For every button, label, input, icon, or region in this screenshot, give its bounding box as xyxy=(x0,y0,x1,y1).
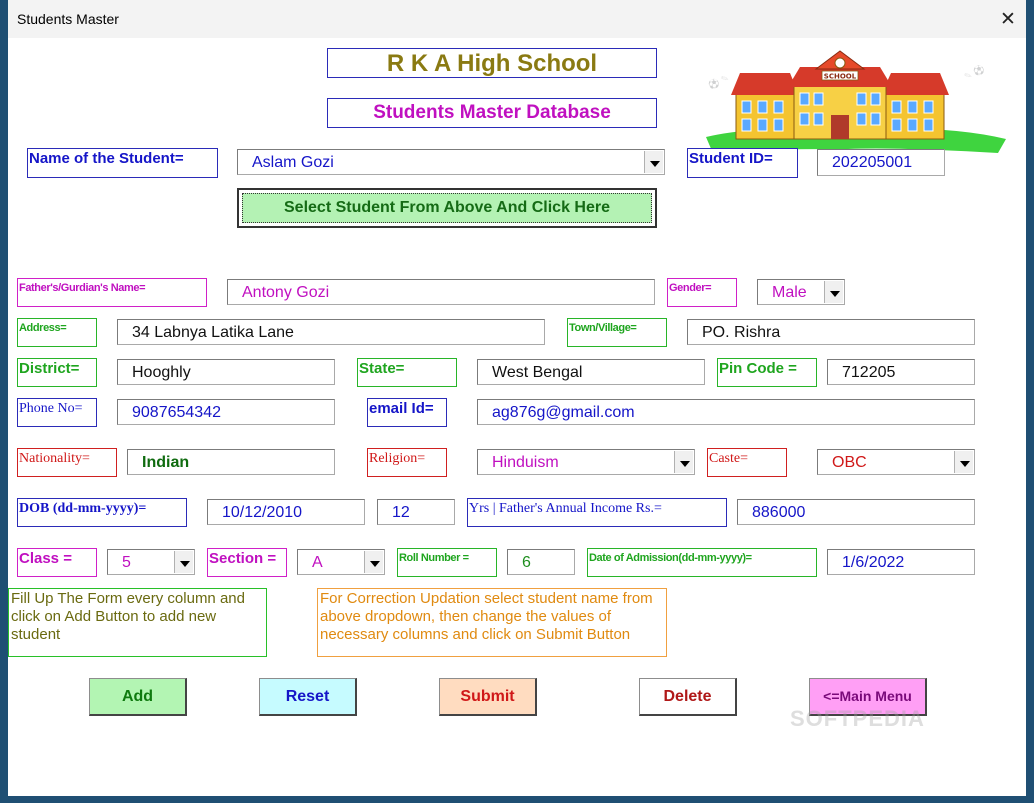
gender-dropdown[interactable] xyxy=(757,279,845,305)
chevron-down-icon[interactable] xyxy=(174,551,193,573)
dob-label: DOB (dd-mm-yyyy)= xyxy=(17,498,187,527)
town-label: Town/Village= xyxy=(567,318,667,347)
select-student-button[interactable] xyxy=(237,188,657,228)
dob-field[interactable]: 10/12/2010 xyxy=(207,499,365,525)
caste-label: Caste= xyxy=(707,448,787,477)
database-subtitle: Students Master Database xyxy=(327,98,657,128)
chevron-down-icon[interactable] xyxy=(644,151,663,173)
caste-dropdown[interactable] xyxy=(817,449,975,475)
nationality-field[interactable]: Indian xyxy=(127,449,335,475)
window-title: Students Master xyxy=(17,11,119,27)
admission-date-field[interactable]: 1/6/2022 xyxy=(827,549,975,575)
age-field: 12 xyxy=(377,499,455,525)
religion-label: Religion= xyxy=(367,448,447,477)
caste-value: OBC xyxy=(832,454,867,471)
correction-instructions-note: For Correction Updation select student name from above dropdown, then change the values of necessary columns and click on Submit Button xyxy=(317,588,667,657)
section-value: A xyxy=(312,554,323,571)
student-name-value: Aslam Gozi xyxy=(252,154,334,171)
district-field[interactable]: Hooghly xyxy=(117,359,335,385)
pin-code-field[interactable]: 712205 xyxy=(827,359,975,385)
address-field[interactable]: 34 Labnya Latika Lane xyxy=(117,319,545,345)
svg-text:✎ ⚽: ✎ ⚽ xyxy=(963,64,987,83)
gender-label: Gender= xyxy=(667,278,737,307)
chevron-down-icon[interactable] xyxy=(824,281,843,303)
father-name-field[interactable]: Antony Gozi xyxy=(227,279,655,305)
nationality-label: Nationality= xyxy=(17,448,117,477)
delete-button[interactable]: Delete xyxy=(639,678,737,716)
submit-button[interactable]: Submit xyxy=(439,678,537,716)
main-menu-button[interactable]: <=Main Menu xyxy=(809,678,927,716)
state-field[interactable]: West Bengal xyxy=(477,359,705,385)
gender-value: Male xyxy=(772,284,807,301)
add-button[interactable]: Add xyxy=(89,678,187,716)
email-field[interactable]: ag876g@gmail.com xyxy=(477,399,975,425)
school-sign-text: SCHOOL xyxy=(823,72,857,81)
close-icon[interactable]: ✕ xyxy=(1000,9,1016,30)
religion-dropdown[interactable] xyxy=(477,449,695,475)
chevron-down-icon[interactable] xyxy=(364,551,383,573)
address-label: Address= xyxy=(17,318,97,347)
state-label: State= xyxy=(357,358,457,387)
religion-value: Hinduism xyxy=(492,454,559,471)
admission-date-label: Date of Admission(dd-mm-yyyy)= xyxy=(587,548,817,577)
phone-field[interactable]: 9087654342 xyxy=(117,399,335,425)
pin-code-label: Pin Code = xyxy=(717,358,817,387)
svg-text:⚽ ✎: ⚽ ✎ xyxy=(707,73,731,92)
students-master-window xyxy=(8,0,1026,796)
add-instructions-note: Fill Up The Form every column and click on Add Button to add new student xyxy=(8,588,267,657)
student-id-field[interactable]: 202205001 xyxy=(817,149,945,176)
section-label: Section = xyxy=(207,548,287,577)
student-id-label: Student ID= xyxy=(687,148,798,178)
class-label: Class = xyxy=(17,548,97,577)
roll-number-field[interactable]: 6 xyxy=(507,549,575,575)
student-name-label: Name of the Student= xyxy=(27,148,218,178)
select-student-button-label: Select Student From Above And Click Here xyxy=(242,193,652,223)
reset-button[interactable]: Reset xyxy=(259,678,357,716)
email-label: email Id= xyxy=(367,398,447,427)
class-value: 5 xyxy=(122,554,131,571)
student-name-dropdown[interactable] xyxy=(237,149,665,175)
chevron-down-icon[interactable] xyxy=(674,451,693,473)
school-building-image xyxy=(698,45,1013,165)
income-field[interactable]: 886000 xyxy=(737,499,975,525)
title-bar xyxy=(8,0,1026,38)
father-name-label: Father's/Gurdian's Name= xyxy=(17,278,207,307)
town-field[interactable]: PO. Rishra xyxy=(687,319,975,345)
district-label: District= xyxy=(17,358,97,387)
section-dropdown[interactable] xyxy=(297,549,385,575)
school-name-heading: R K A High School xyxy=(327,48,657,78)
roll-number-label: Roll Number = xyxy=(397,548,497,577)
income-label: Yrs | Father's Annual Income Rs.= xyxy=(467,498,727,527)
class-dropdown[interactable] xyxy=(107,549,195,575)
softpedia-watermark: SOFTPEDIA xyxy=(790,706,925,731)
chevron-down-icon[interactable] xyxy=(954,451,973,473)
phone-label: Phone No= xyxy=(17,398,97,427)
